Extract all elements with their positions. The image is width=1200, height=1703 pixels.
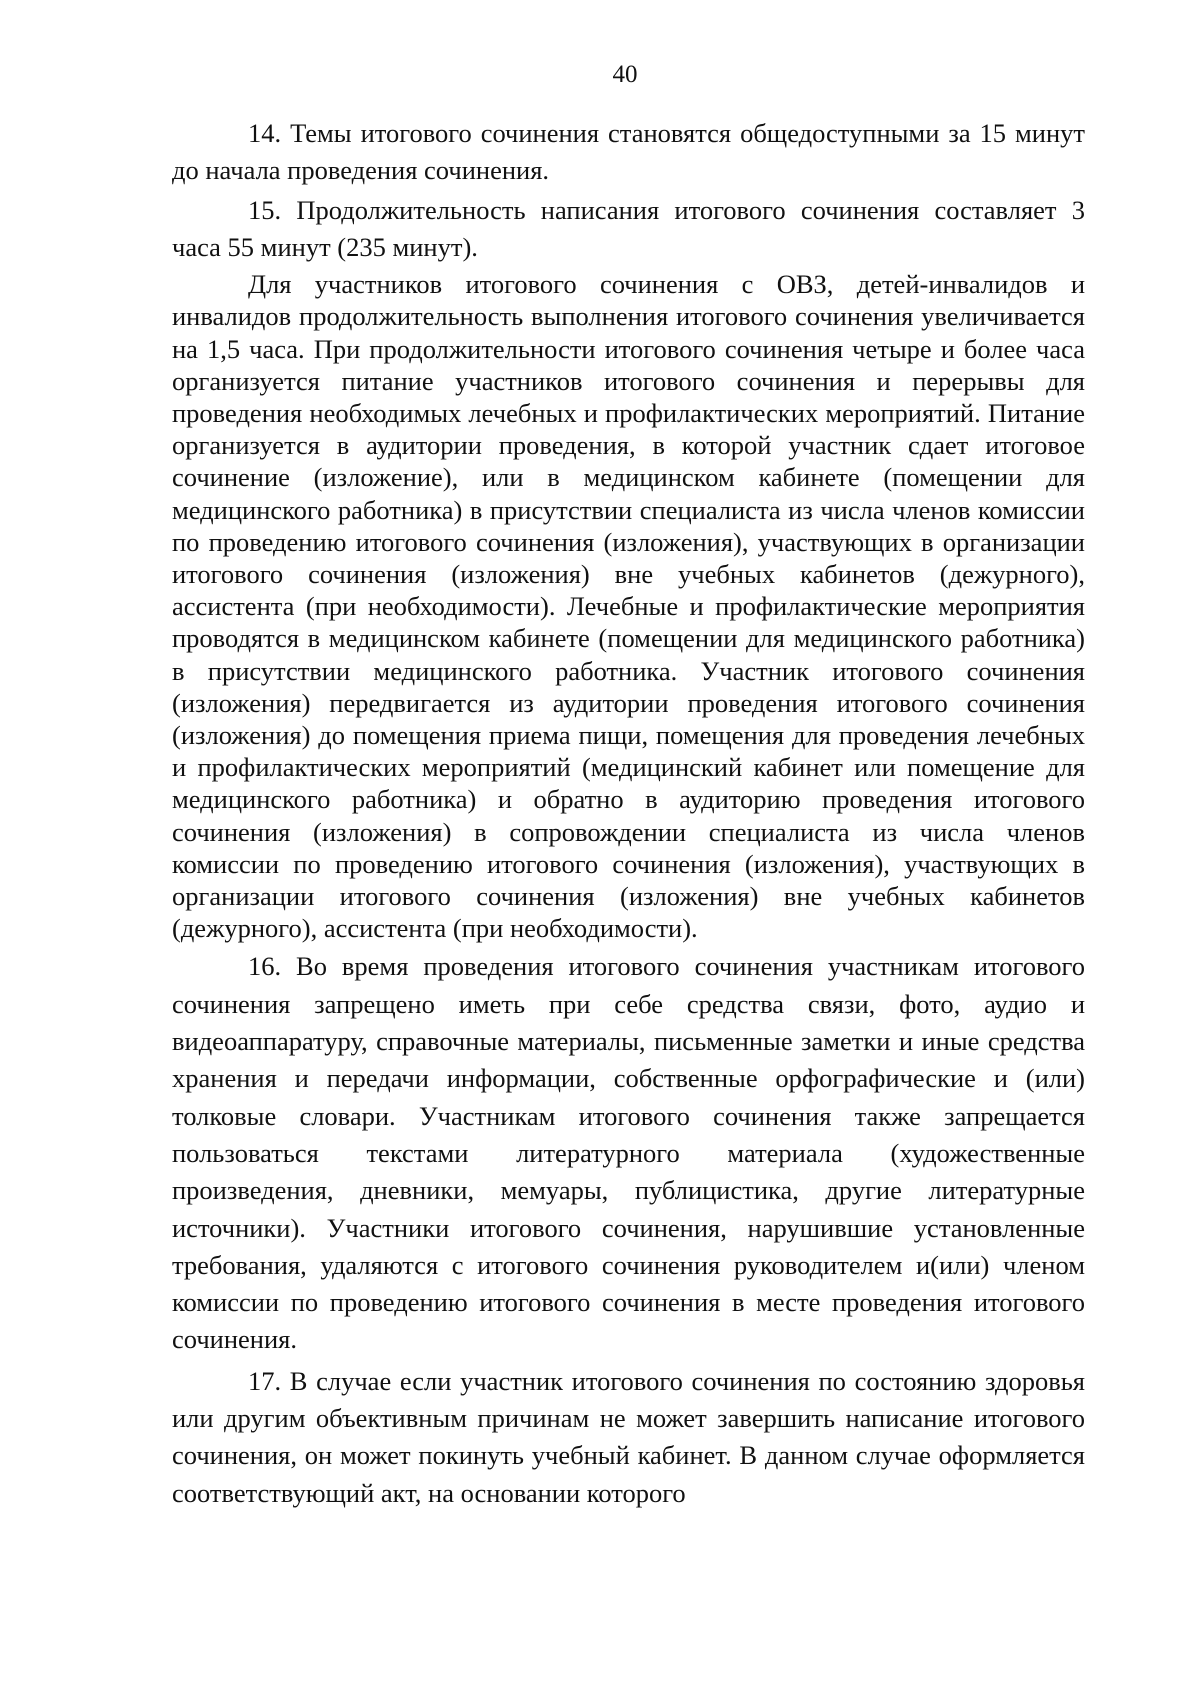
- paragraph-ovz: Для участников итогового сочинения с ОВЗ, детей-инвалидов и инвалидов продолжительность выполнения итогового сочинения увеличивается на 1,5 часа. При продолжительности итогового сочинения четыре и более часа организуется питание участников итогового сочинения и перерывы для проведения необходимых лечебных и профилактических мероприятий. Питание организуется в аудитории проведения, в которой участник сдает итоговое сочинение (изложение), или в медицинском кабинете (помещении для медицинского работника) в присутствии специалиста из числа членов комиссии по проведению итогового сочинения (изложения), участвующих в организации итогового сочинения (изложения) вне учебных кабинетов (дежурного), ассистента (при необходимости). Лечебные и профилактические мероприятия проводятся в медицинском кабинете (помещении для медицинского работника) в присутствии медицинского работника. Участник итогового сочинения (изложения) передвигается из аудитории проведения итогового сочинения (изложения) до помещения приема пищи, помещения для проведения лечебных и профилактических мероприятий (медицинский кабинет или помещение для медицинского работника) и обратно в аудиторию проведения итогового сочинения (изложения) в сопровождении специалиста из числа членов комиссии по проведению итогового сочинения (изложения), участвующих в организации итогового сочинения (изложения) вне учебных кабинетов (дежурного), ассистента (при необходимости).: [172, 269, 1085, 944]
- page-number: 40: [612, 61, 638, 88]
- paragraph-17: 17. В случае если участник итогового сочинения по состоянию здоровья или другим объективным причинам не может завершить написание итогового сочинения, он может покинуть учебный кабинет. В данном случае оформляется соответствующий акт, на основании которого: [172, 1365, 1085, 1508]
- paragraph-16: 16. Во время проведения итогового сочинения участникам итогового сочинения запрещено иметь при себе средства связи, фото, аудио и видеоаппаратуру, справочные материалы, письменные заметки и иные средства хранения и передачи информации, собственные орфографические и (или) толковые словари. Участникам итогового сочинения также запрещается пользоваться текстами литературного материала (художественные произведения, дневники, мемуары, публицистика, другие литературные источники). Участники итогового сочинения, нарушившие установленные требования, удаляются с итогового сочинения руководителем и(или) членом комиссии по проведению итогового сочинения в месте проведения итогового сочинения.: [172, 951, 1085, 1355]
- document-body: [172, 115, 1085, 1512]
- paragraph-15: 15. Продолжительность написания итогового сочинения составляет 3 часа 55 минут (235 минут).: [172, 194, 1085, 262]
- paragraph-14: 14. Темы итогового сочинения становятся общедоступными за 15 минут до начала проведения сочинения.: [172, 118, 1085, 186]
